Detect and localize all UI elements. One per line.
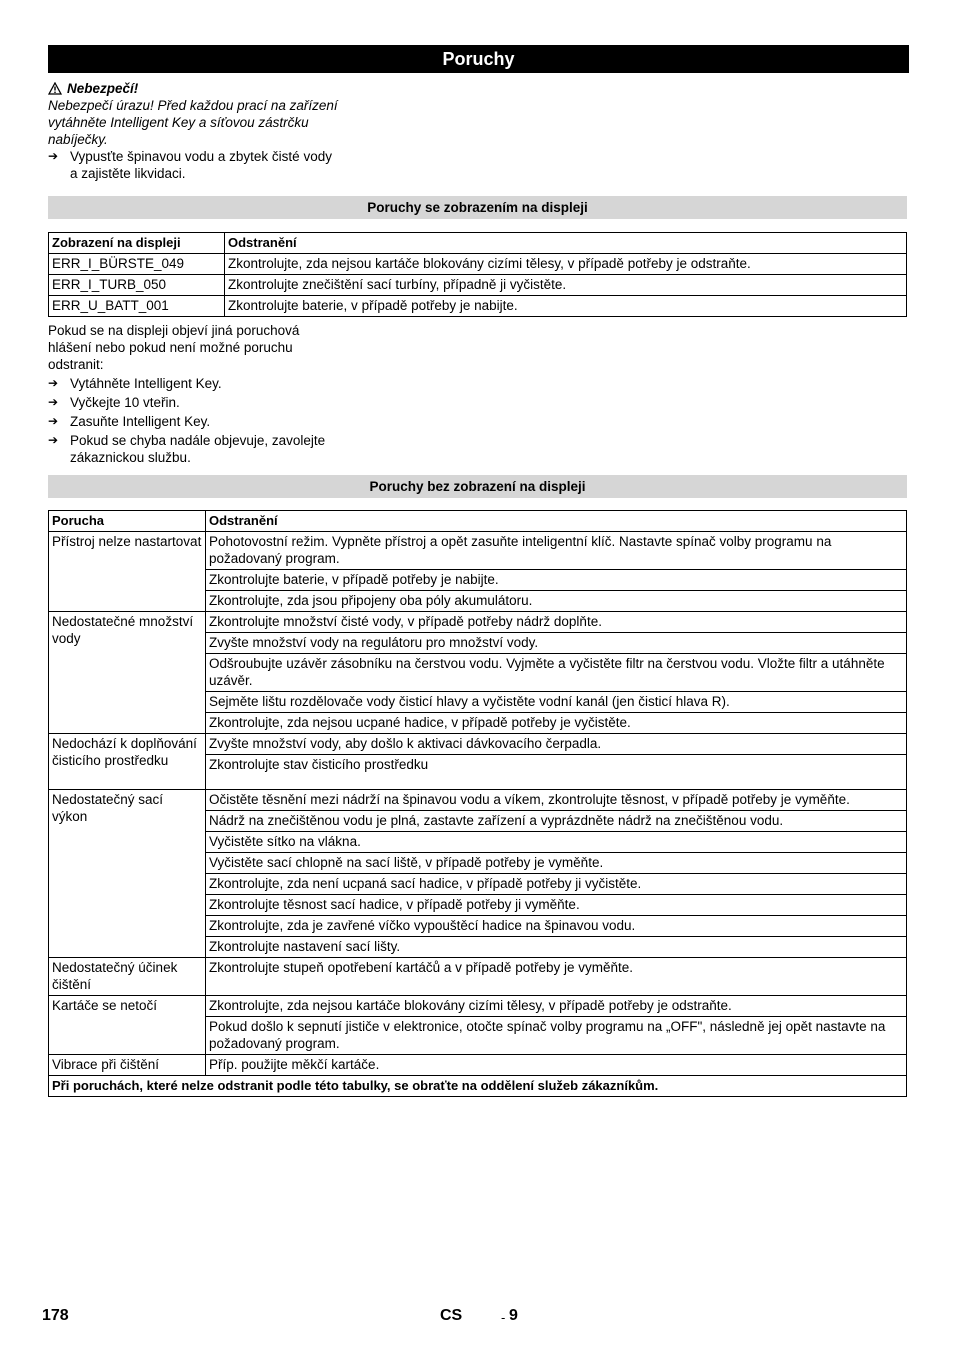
column-header: Zobrazení na displeji: [49, 233, 225, 254]
error-code: ERR_I_BÜRSTE_049: [49, 254, 225, 275]
fault-cell: Kartáče se netočí: [49, 996, 206, 1055]
fault-cell: Nedostatečné množství vody: [49, 612, 206, 734]
table-footer-row: [49, 1076, 907, 1097]
remedy: Zkontrolujte stav čisticího prostředku: [206, 755, 907, 790]
fault-cell: Nedochází k doplňování čisticího prostředku: [49, 734, 206, 790]
remedy: Zkontrolujte znečištění sací turbíny, případně ji vyčistěte.: [225, 275, 907, 296]
remedy: Očistěte těsnění mezi nádrží na špinavou vodu a víkem, zkontrolujte těsnost, v případě potřeby je vyměňte.: [206, 790, 907, 811]
remedy: Zvyšte množství vody, aby došlo k aktivaci dávkovacího čerpadla.: [206, 734, 907, 755]
remedy: Vyčistěte sítko na vlákna.: [206, 832, 907, 853]
fault-cell: Přístroj nelze nastartovat: [49, 532, 206, 612]
column-header: Odstranění: [206, 511, 907, 532]
remedy: Příp. použijte měkčí kartáče.: [206, 1055, 907, 1076]
list-item: [48, 432, 338, 466]
reset-instructions: [48, 322, 338, 466]
remedy: Zkontrolujte stupeň opotřebení kartáčů a v případě potřeby je vyměňte.: [206, 958, 907, 996]
language-code: CS: [440, 1307, 463, 1324]
arrow-right-icon: ➔: [48, 376, 59, 390]
remedy: Zkontrolujte, zda nejsou ucpané hadice, v případě potřeby je vyčistěte.: [206, 713, 907, 734]
arrow-right-icon: ➔: [48, 395, 59, 409]
remedy: Zkontrolujte baterie, v případě potřeby je nabijte.: [206, 570, 907, 591]
column-header: Porucha: [49, 511, 206, 532]
table-header-row: [49, 511, 907, 532]
page-separator: -: [501, 1310, 506, 1325]
page-title: Poruchy: [48, 45, 909, 73]
error-code: ERR_I_TURB_050: [49, 275, 225, 296]
step-text: Pokud se chyba nadále objevuje, zavolejte zákaznickou službu.: [70, 433, 326, 465]
remedy: Odšroubujte uzávěr zásobníku na čerstvou vodu. Vyjměte a vyčistěte filtr na čerstvou vodu. Vložte filtr a utáhněte uzávěr.: [206, 654, 907, 692]
remedy: Zkontrolujte, zda nejsou kartáče blokovány cizími tělesy, v případě potřeby je odstraňte.: [206, 996, 907, 1017]
column-header: Odstranění: [225, 233, 907, 254]
table-header-row: [49, 233, 907, 254]
warning-triangle-icon: [48, 82, 62, 95]
remedy: Zkontrolujte, zda není ucpaná sací hadice, v případě potřeby ji vyčistěte.: [206, 874, 907, 895]
section-heading-no-display: Poruchy bez zobrazení na displeji: [48, 475, 907, 498]
remedy: Zkontrolujte těsnost sací hadice, v případě potřeby ji vyměňte.: [206, 895, 907, 916]
warning-text: Nebezpečí úrazu! Před každou prací na zařízení vytáhněte Intelligent Key a síťovou zástrčku nabíječky.: [48, 98, 338, 147]
remedy: Nádrž na znečištěnou vodu je plná, zastavte zařízení a vyprázdněte nádrž na znečištěnou vodu.: [206, 811, 907, 832]
warning-block: [48, 80, 338, 182]
table-row: [49, 958, 907, 996]
table-row: [49, 1055, 907, 1076]
fault-cell: Nedostatečný sací výkon: [49, 790, 206, 958]
remedy: Pokud došlo k sepnutí jističe v elektronice, otočte spínač volby programu na „OFF", následně jej opět nastavte na požadovaný program.: [206, 1017, 907, 1055]
remedy: Zkontrolujte množství čisté vody, v případě potřeby nádrž doplňte.: [206, 612, 907, 633]
arrow-right-icon: ➔: [48, 433, 59, 447]
remedy: Zvyšte množství vody na regulátoru pro množství vody.: [206, 633, 907, 654]
step-text: Vypusťte špinavou vodu a zbytek čisté vody a zajistěte likvidaci.: [70, 149, 332, 181]
fault-cell: Nedostatečný účinek čištění: [49, 958, 206, 996]
section-heading-display: Poruchy se zobrazením na displeji: [48, 196, 907, 219]
arrow-right-icon: ➔: [48, 414, 59, 428]
remedy: Zkontrolujte, zda jsou připojeny oba póly akumulátoru.: [206, 591, 907, 612]
warning-heading: [48, 80, 338, 97]
step-text: Zasuňte Intelligent Key.: [70, 414, 211, 429]
table-row: [49, 790, 907, 811]
page-number: 178: [42, 1307, 69, 1324]
table-row: [49, 254, 907, 275]
list-item: [48, 148, 338, 182]
list-item: [48, 394, 338, 411]
list-item: [48, 375, 338, 392]
intro-text: Pokud se na displeji objeví jiná poruchová hlášení nebo pokud není možné poruchu odstranit:: [48, 323, 300, 372]
table-row: [49, 296, 907, 317]
table-row: [49, 734, 907, 755]
remedy: Zkontrolujte, zda nejsou kartáče blokovány cizími tělesy, v případě potřeby je odstraňte.: [225, 254, 907, 275]
warning-title: Nebezpečí!: [67, 81, 139, 96]
remedy: Zkontrolujte nastavení sací lišty.: [206, 937, 907, 958]
faults-table: [48, 510, 907, 1097]
table-row: [49, 275, 907, 296]
remedy: Vyčistěte sací chlopně na sací liště, v případě potřeby je vyměňte.: [206, 853, 907, 874]
error-code: ERR_U_BATT_001: [49, 296, 225, 317]
remedy: Pohotovostní režim. Vypněte přístroj a opět zasuňte inteligentní klíč. Nastavte spínač volby programu na požadovaný program.: [206, 532, 907, 570]
remedy: Zkontrolujte, zda je zavřené víčko vypouštěcí hadice na špinavou vodu.: [206, 916, 907, 937]
list-item: [48, 413, 338, 430]
fault-cell: Vibrace při čištění: [49, 1055, 206, 1076]
remedy: Sejměte lištu rozdělovače vody čisticí hlavy a vyčistěte vodní kanál (jen čisticí hlava R).: [206, 692, 907, 713]
table-row: [49, 532, 907, 570]
remedy: Zkontrolujte baterie, v případě potřeby je nabijte.: [225, 296, 907, 317]
step-text: Vytáhněte Intelligent Key.: [70, 376, 222, 391]
section-page-number: 9: [509, 1307, 518, 1324]
table-row: [49, 612, 907, 633]
arrow-right-icon: ➔: [48, 149, 59, 163]
display-faults-table: [48, 232, 907, 317]
step-text: Vyčkejte 10 vteřin.: [70, 395, 180, 410]
table-row: [49, 996, 907, 1017]
footer-note: Při poruchách, které nelze odstranit podle této tabulky, se obraťte na oddělení služeb zákazníkům.: [49, 1076, 907, 1097]
